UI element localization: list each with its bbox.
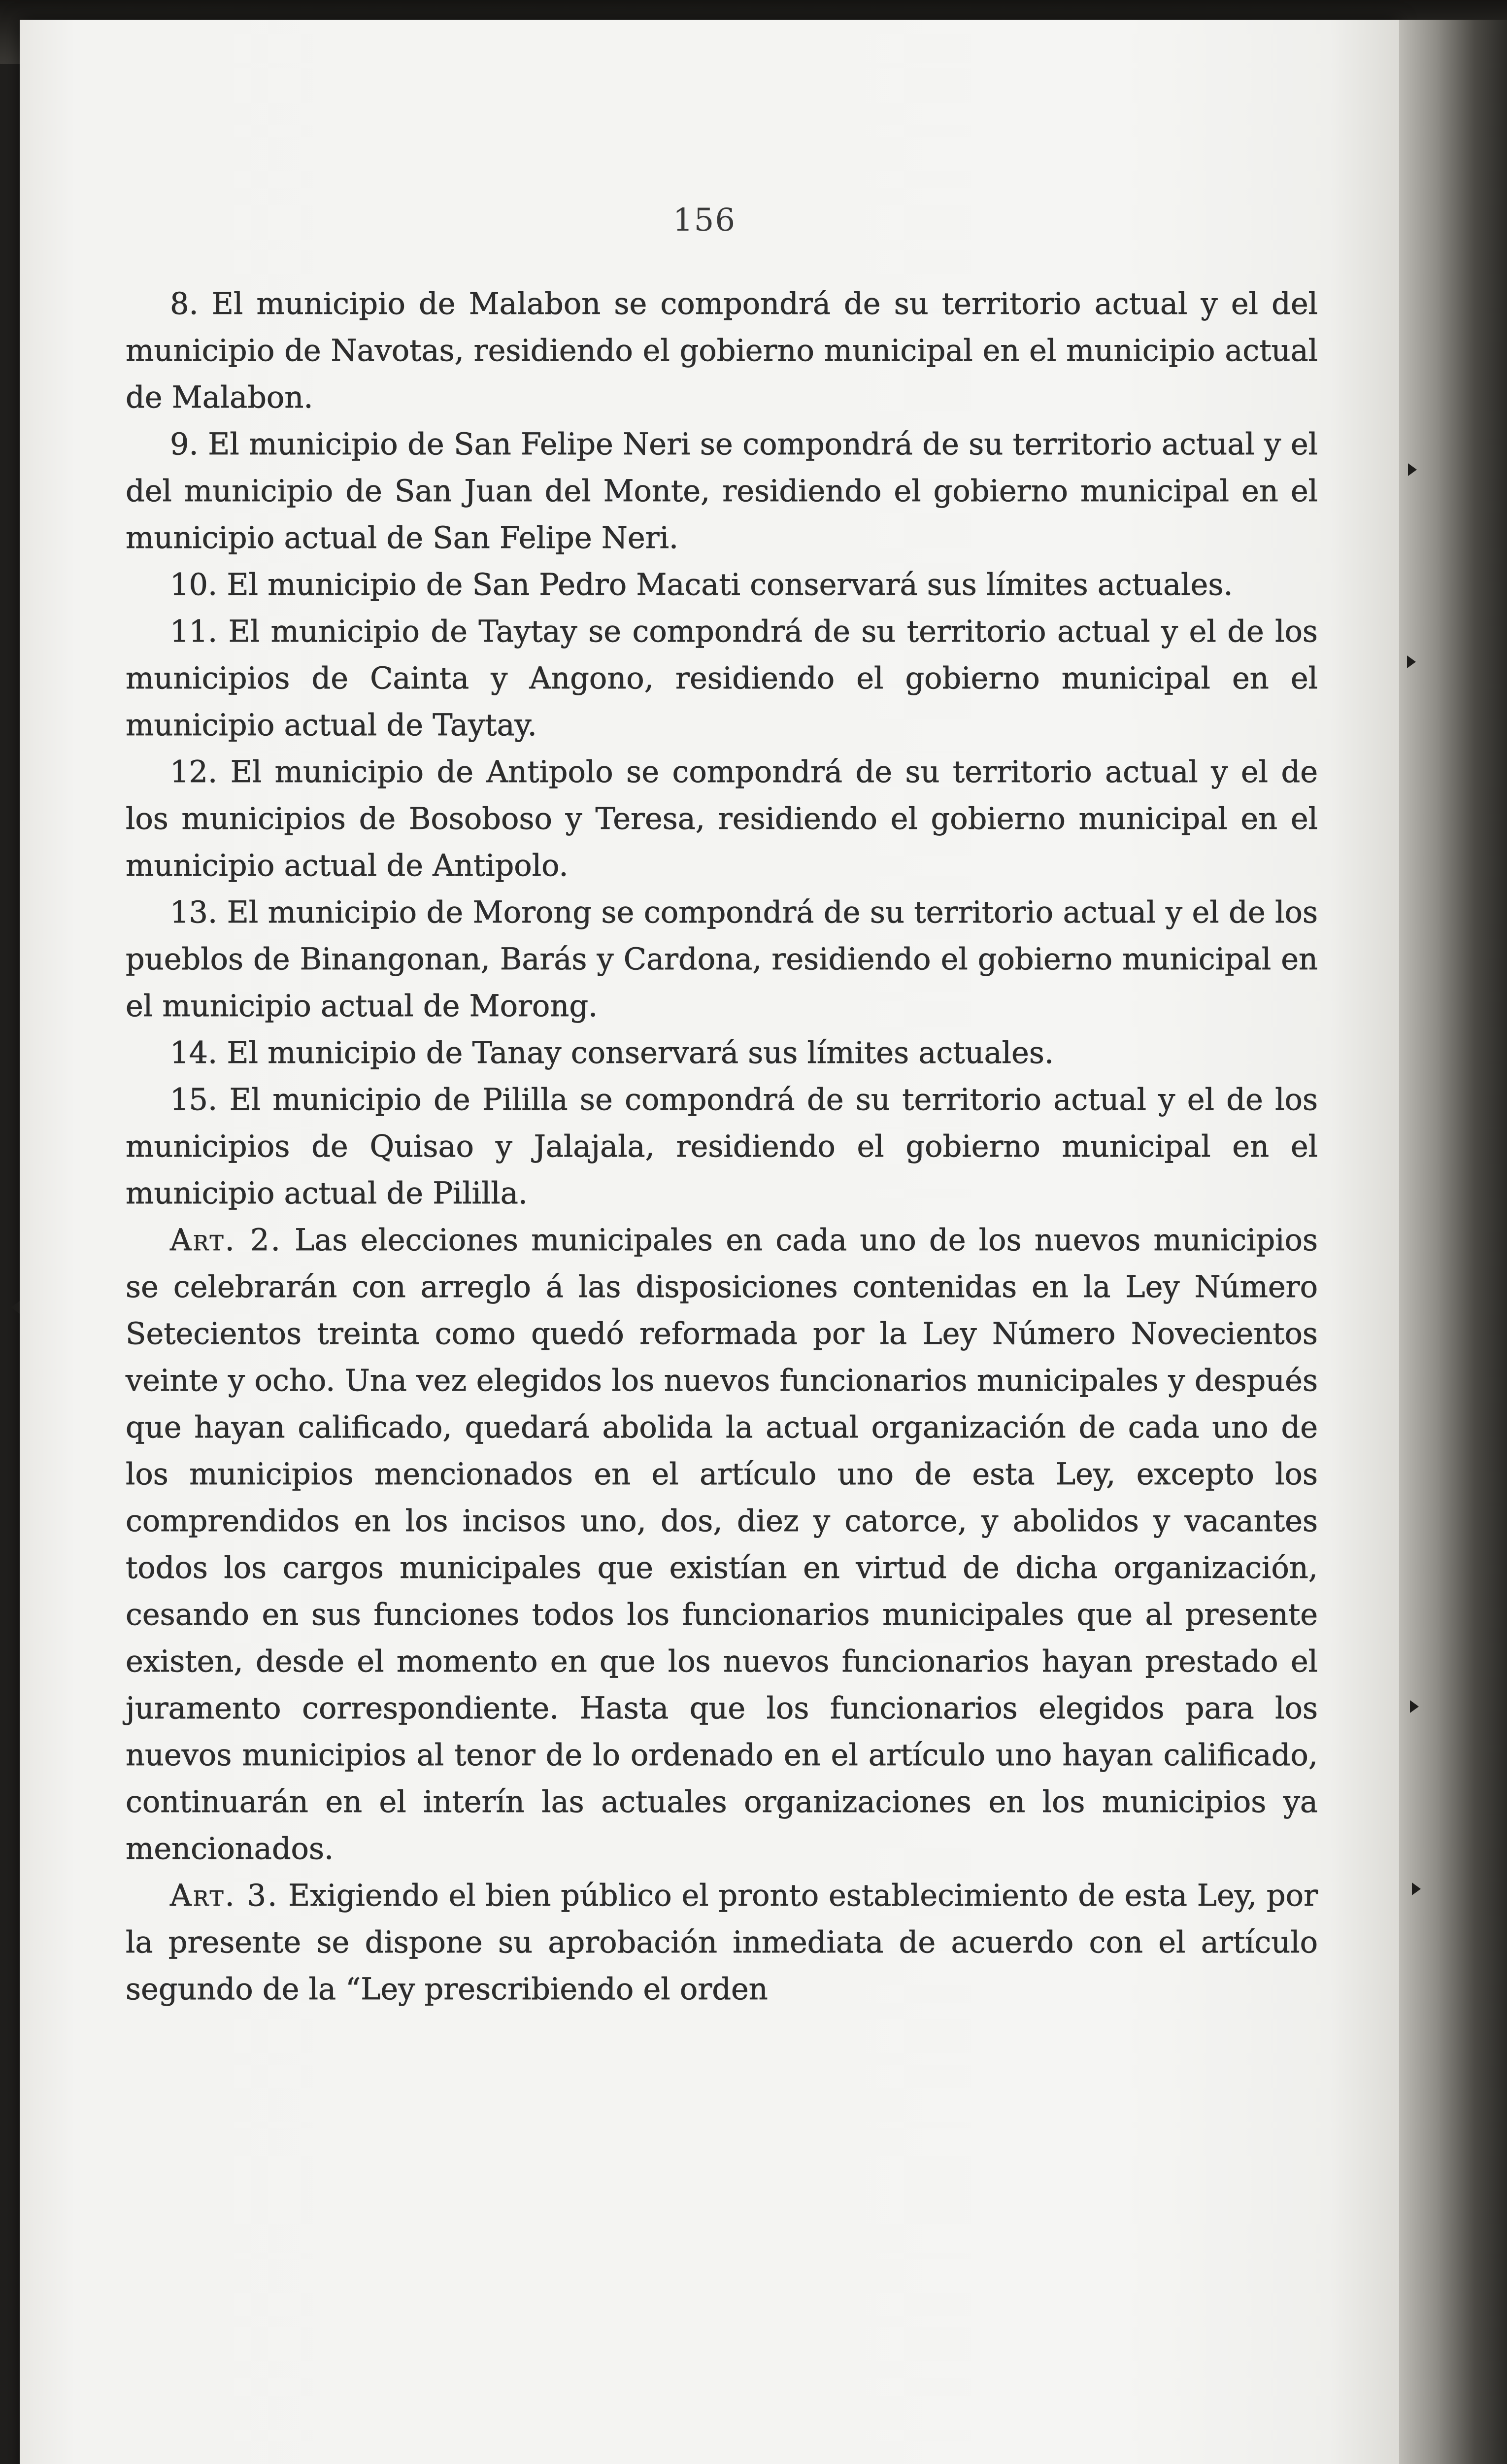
- margin-mark: [1412, 1882, 1421, 1895]
- page-number: 156: [672, 202, 737, 239]
- article-3: [126, 1873, 1318, 2013]
- paragraph-8: [126, 281, 1318, 421]
- paragraph-text: Las elecciones municipales en cada uno de los nuevos municipios se celebrarán con arreglo á las disposiciones contenidas en la Ley Número Setecientos treinta como quedó reformada por la Ley Número Novecientos veinte y ocho. Una vez elegidos los nuevos funcionarios municipales y después que hayan calificado, quedará abolida la actual organización de cada uno de los municipios mencionados en el artículo uno de esta Ley, excepto los comprendidos en los incisos uno, dos, diez y catorce, y abolidos y vacantes todos los cargos municipales que existían en virtud de dicha organización, cesando en sus funciones todos los funcionarios municipales que al presente existen, desde el momento en que los nuevos funcionarios hayan prestado el juramento correspondiente. Hasta que los funcionarios elegidos para los nuevos municipios al tenor de lo ordenado en el artículo uno hayan calificado, continuarán en el interín las actuales organizaciones en los municipios ya mencionados.: [126, 1223, 1318, 1866]
- item-number: 9.: [170, 427, 199, 462]
- paragraph-text: El municipio de San Felipe Neri se compondrá de su territorio actual y el del municipio de San Juan del Monte, residiendo el gobierno municipal en el municipio actual de San Felipe Neri.: [126, 427, 1318, 555]
- item-number: 15.: [170, 1083, 218, 1117]
- article-heading: Art. 3.: [170, 1879, 279, 1913]
- article-heading: Art. 2.: [170, 1223, 282, 1258]
- paragraph-text: El municipio de Pililla se compondrá de su territorio actual y el de los municipios de Quisao y Jalajala, residiendo el gobierno municipal en el municipio actual de Pililla.: [126, 1083, 1318, 1211]
- body-text: [126, 281, 1318, 2013]
- paragraph-9: [126, 421, 1318, 562]
- margin-mark: [1408, 463, 1417, 476]
- article-2: [126, 1217, 1318, 1873]
- paragraph-11: [126, 609, 1318, 749]
- paragraph-text: Exigiendo el bien público el pronto establecimiento de esta Ley, por la presente se dispone su aprobación inmediata de acuerdo con el artículo segundo de la “Ley prescribiendo el orden: [126, 1879, 1318, 2007]
- item-number: 12.: [170, 755, 218, 789]
- margin-mark: [11, 1301, 20, 1314]
- paragraph-14: [126, 1030, 1318, 1077]
- item-number: 13.: [170, 895, 218, 930]
- margin-mark: [1407, 655, 1416, 668]
- paragraph-13: [126, 890, 1318, 1030]
- paragraph-10: [126, 562, 1318, 609]
- margin-mark: [1410, 1700, 1419, 1713]
- paragraph-text: El municipio de Antipolo se compondrá de su territorio actual y el de los municipios de Bosoboso y Teresa, residiendo el gobierno municipal en el municipio actual de Antipolo.: [126, 755, 1318, 883]
- item-number: 10.: [170, 568, 218, 602]
- paragraph-text: El municipio de Tanay conservará sus límites actuales.: [227, 1036, 1054, 1070]
- paragraph-text: El municipio de Malabon se compondrá de su territorio actual y el del municipio de Navotas, residiendo el gobierno municipal en el municipio actual de Malabon.: [126, 287, 1318, 415]
- paragraph-15: [126, 1077, 1318, 1217]
- item-number: 11.: [170, 615, 218, 649]
- paragraph-text: El municipio de Morong se compondrá de su territorio actual y el de los pueblos de Binangonan, Barás y Cardona, residiendo el gobierno municipal en el municipio actual de Morong.: [126, 895, 1318, 1024]
- paragraph-12: [126, 749, 1318, 890]
- paragraph-text: El municipio de San Pedro Macati conservará sus límites actuales.: [227, 568, 1233, 602]
- page-edge-shadow: [1399, 20, 1507, 2464]
- paragraph-text: El municipio de Taytay se compondrá de su territorio actual y el de los municipios de Cainta y Angono, residiendo el gobierno municipal en el municipio actual de Taytay.: [126, 615, 1318, 743]
- item-number: 14.: [170, 1036, 218, 1070]
- item-number: 8.: [170, 287, 199, 321]
